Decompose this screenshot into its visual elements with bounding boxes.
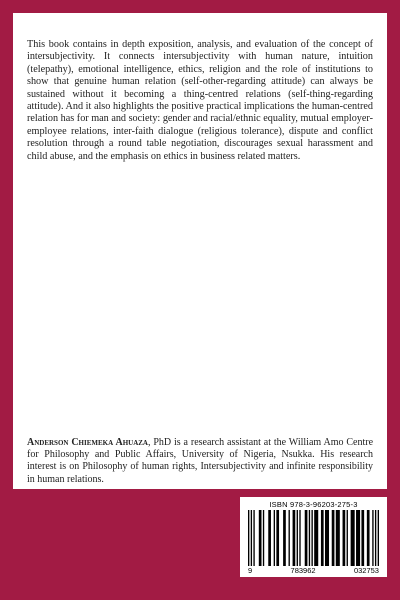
back-cover-text-panel (13, 13, 387, 489)
barcode-bars (246, 510, 381, 566)
barcode-bar (332, 510, 335, 566)
author-name: Anderson Chiemeka Ahuaza (27, 437, 148, 448)
book-description: This book contains in depth exposition, analysis, and evaluation of the concept of intersubjectivity. It connects intersubjectivity with human nature, intuition (telepathy), emotional intelligence, ethics, religion and the role of institutions to show that genuine human relation (self-other-regarding attitude) can always be sustained without it becoming a thing-centred relations (self-thing-regarding attitude). And it also highlights the positive practical implications the human-centred relation has for man and society: gender and racial/ethnic equality, mutual employer-employee relations, inter-faith dialogue (religious tolerance), dispute and conflict resolution through a round table negotiation, discourages sexual harassment and child abuse, and the emphasis on ethics in business related matters. (27, 39, 373, 162)
barcode-bar (356, 510, 360, 566)
barcode-bar (248, 510, 249, 566)
barcode-bar (336, 510, 340, 566)
barcode-bar (351, 510, 355, 566)
barcode-bar (305, 510, 308, 566)
ean-left-digits: 783962 (290, 566, 316, 575)
ean-right-digits: 032753 (353, 566, 379, 575)
barcode-bar (293, 510, 296, 566)
barcode-bar (311, 510, 312, 566)
barcode-bar (361, 510, 364, 566)
ean-digits (246, 566, 381, 575)
barcode-bar (274, 510, 275, 566)
isbn-label: ISBN 978-3-96203-275-3 (269, 500, 358, 509)
barcode-bar (251, 510, 252, 566)
barcode-bar (299, 510, 300, 566)
barcode-bar (314, 510, 318, 566)
barcode-bar (263, 510, 264, 566)
barcode-bar (268, 510, 271, 566)
barcode-bar (297, 510, 298, 566)
barcode-bar (259, 510, 262, 566)
barcode-bar (276, 510, 279, 566)
barcode-bar (253, 510, 254, 566)
barcode-bar (378, 510, 379, 566)
author-bio (27, 437, 373, 486)
barcode-bar (347, 510, 348, 566)
barcode-bar (309, 510, 310, 566)
barcode-bar (321, 510, 324, 566)
ean-first-digit: 9 (248, 566, 253, 575)
barcode-bar (343, 510, 346, 566)
isbn-barcode (240, 497, 387, 577)
barcode-bar (372, 510, 373, 566)
barcode-bar (367, 510, 370, 566)
barcode-bar (289, 510, 290, 566)
barcode-bar (325, 510, 329, 566)
barcode-bar (375, 510, 376, 566)
barcode-bar (283, 510, 286, 566)
author-bio-text: , PhD is a research assistant at the William Amo Centre for Philosophy and Public Affairs, University of Nigeria, Nsukka. His research interest is on Philosophy of human rights, Intersubjectivity and infinite responsibility in human relations. (27, 437, 374, 485)
